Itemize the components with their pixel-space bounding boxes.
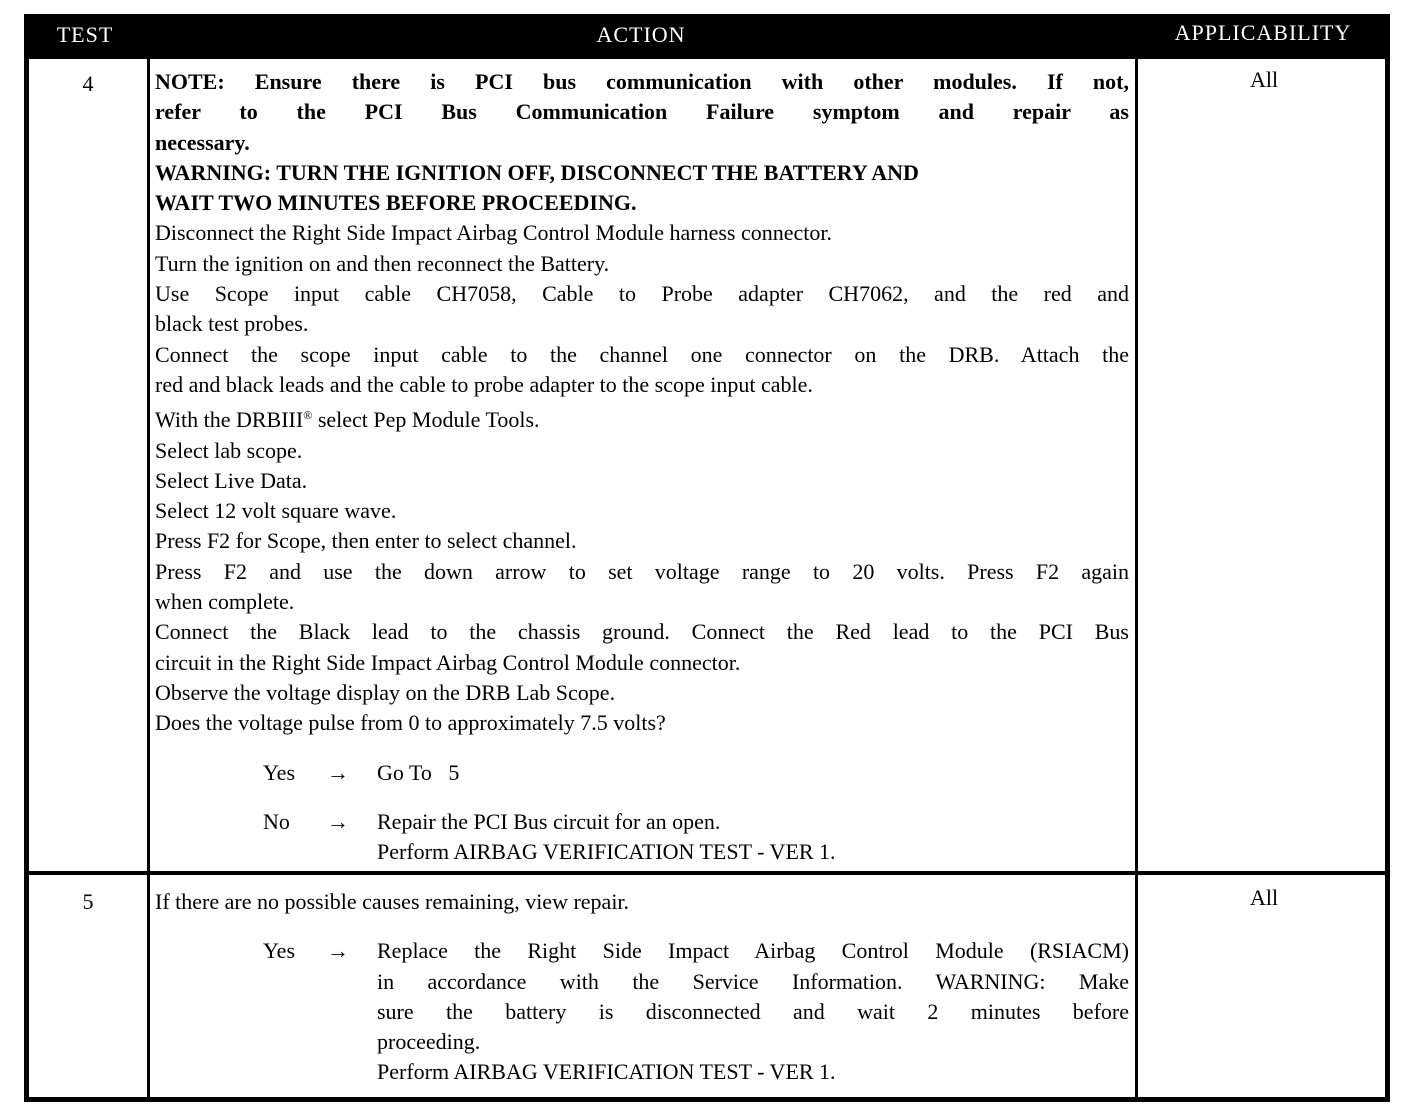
column-divider — [147, 59, 150, 1097]
step-line: when complete. — [155, 589, 295, 615]
step-line: black test probes. — [155, 311, 309, 337]
table-body — [24, 56, 1390, 1102]
note-line: necessary. — [155, 129, 250, 155]
column-divider — [1135, 59, 1138, 1097]
step-line: Select Live Data. — [155, 467, 308, 493]
step-line-drbiii — [155, 400, 1129, 435]
yes-label: Yes — [263, 759, 296, 785]
row-divider — [29, 871, 1385, 875]
note-line: refer to the PCI Bus Communication Failure symptom and repair as — [155, 99, 1129, 125]
no-label: No — [263, 808, 290, 834]
arrow-icon: → — [327, 759, 349, 785]
yes-text: Go To 5 — [377, 759, 460, 785]
applicability-5: All — [1249, 885, 1279, 910]
test-number-5: 5 — [82, 889, 94, 914]
step-line: Press F2 and use the down arrow to set voltage range to 20 volts. Press F2 again — [155, 558, 1129, 584]
applicability-4: All — [1249, 67, 1279, 92]
step-line: red and black leads and the cable to probe adapter to the scope input cable. — [155, 371, 813, 397]
header-action: ACTION — [596, 22, 686, 47]
arrow-icon: → — [327, 938, 349, 964]
test-number-4: 4 — [82, 71, 94, 96]
action-test-4 — [155, 67, 1129, 867]
step-line: Observe the voltage display on the DRB Lab Scope. — [155, 679, 616, 705]
registered-mark: ® — [303, 408, 313, 423]
yes-text — [377, 936, 1129, 1087]
step-line: circuit in the Right Side Impact Airbag Control Module connector. — [155, 649, 741, 675]
no-line: Perform AIRBAG VERIFICATION TEST - VER 1. — [377, 839, 836, 865]
warning-line: WAIT TWO MINUTES BEFORE PROCEEDING. — [155, 190, 637, 216]
step-line: Select 12 volt square wave. — [155, 498, 397, 524]
diagnostic-table-page — [24, 14, 1390, 1102]
header-test: TEST — [56, 22, 114, 47]
yes-line: Replace the Right Side Impact Airbag Control Module (RSIACM) — [377, 938, 1129, 964]
step-line: Select lab scope. — [155, 437, 303, 463]
warning-line: WARNING: TURN THE IGNITION OFF, DISCONNECT THE BATTERY AND — [155, 159, 919, 185]
no-line: Repair the PCI Bus circuit for an open. — [377, 808, 721, 834]
yes-line: in accordance with the Service Information. WARNING: Make — [377, 968, 1129, 994]
note-line: NOTE: Ensure there is PCI bus communication with other modules. If not, — [155, 69, 1129, 94]
yes-label: Yes — [263, 938, 296, 964]
yes-choice — [263, 758, 1129, 788]
step-line: Connect the Black lead to the chassis ground. Connect the Red lead to the PCI Bus — [155, 619, 1129, 645]
yes-choice — [263, 936, 1129, 1087]
step-line: Connect the scope input cable to the channel one connector on the DRB. Attach the — [155, 341, 1129, 367]
action-test-5 — [155, 887, 1129, 1088]
step-line: Press F2 for Scope, then enter to select channel. — [155, 528, 577, 554]
yes-line: proceeding. — [377, 1029, 481, 1055]
no-text — [377, 807, 1129, 868]
arrow-icon: → — [327, 808, 349, 834]
table-header — [24, 14, 1390, 56]
header-applicability: APPLICABILITY — [1174, 20, 1352, 45]
yes-line: Perform AIRBAG VERIFICATION TEST - VER 1. — [377, 1059, 836, 1085]
step-text: With the DRBIII — [155, 407, 304, 433]
question-line: Does the voltage pulse from 0 to approximately 7.5 volts? — [155, 710, 666, 736]
yes-line: sure the battery is disconnected and wait 2 minutes before — [377, 998, 1129, 1024]
intro-line: If there are no possible causes remaining, view repair. — [155, 889, 630, 914]
step-line: Disconnect the Right Side Impact Airbag Control Module harness connector. — [155, 220, 832, 246]
step-line: Use Scope input cable CH7058, Cable to Probe adapter CH7062, and the red and — [155, 281, 1129, 307]
no-choice — [263, 807, 1129, 868]
step-text: select Pep Module Tools. — [317, 407, 540, 433]
step-line: Turn the ignition on and then reconnect the Battery. — [155, 250, 610, 276]
